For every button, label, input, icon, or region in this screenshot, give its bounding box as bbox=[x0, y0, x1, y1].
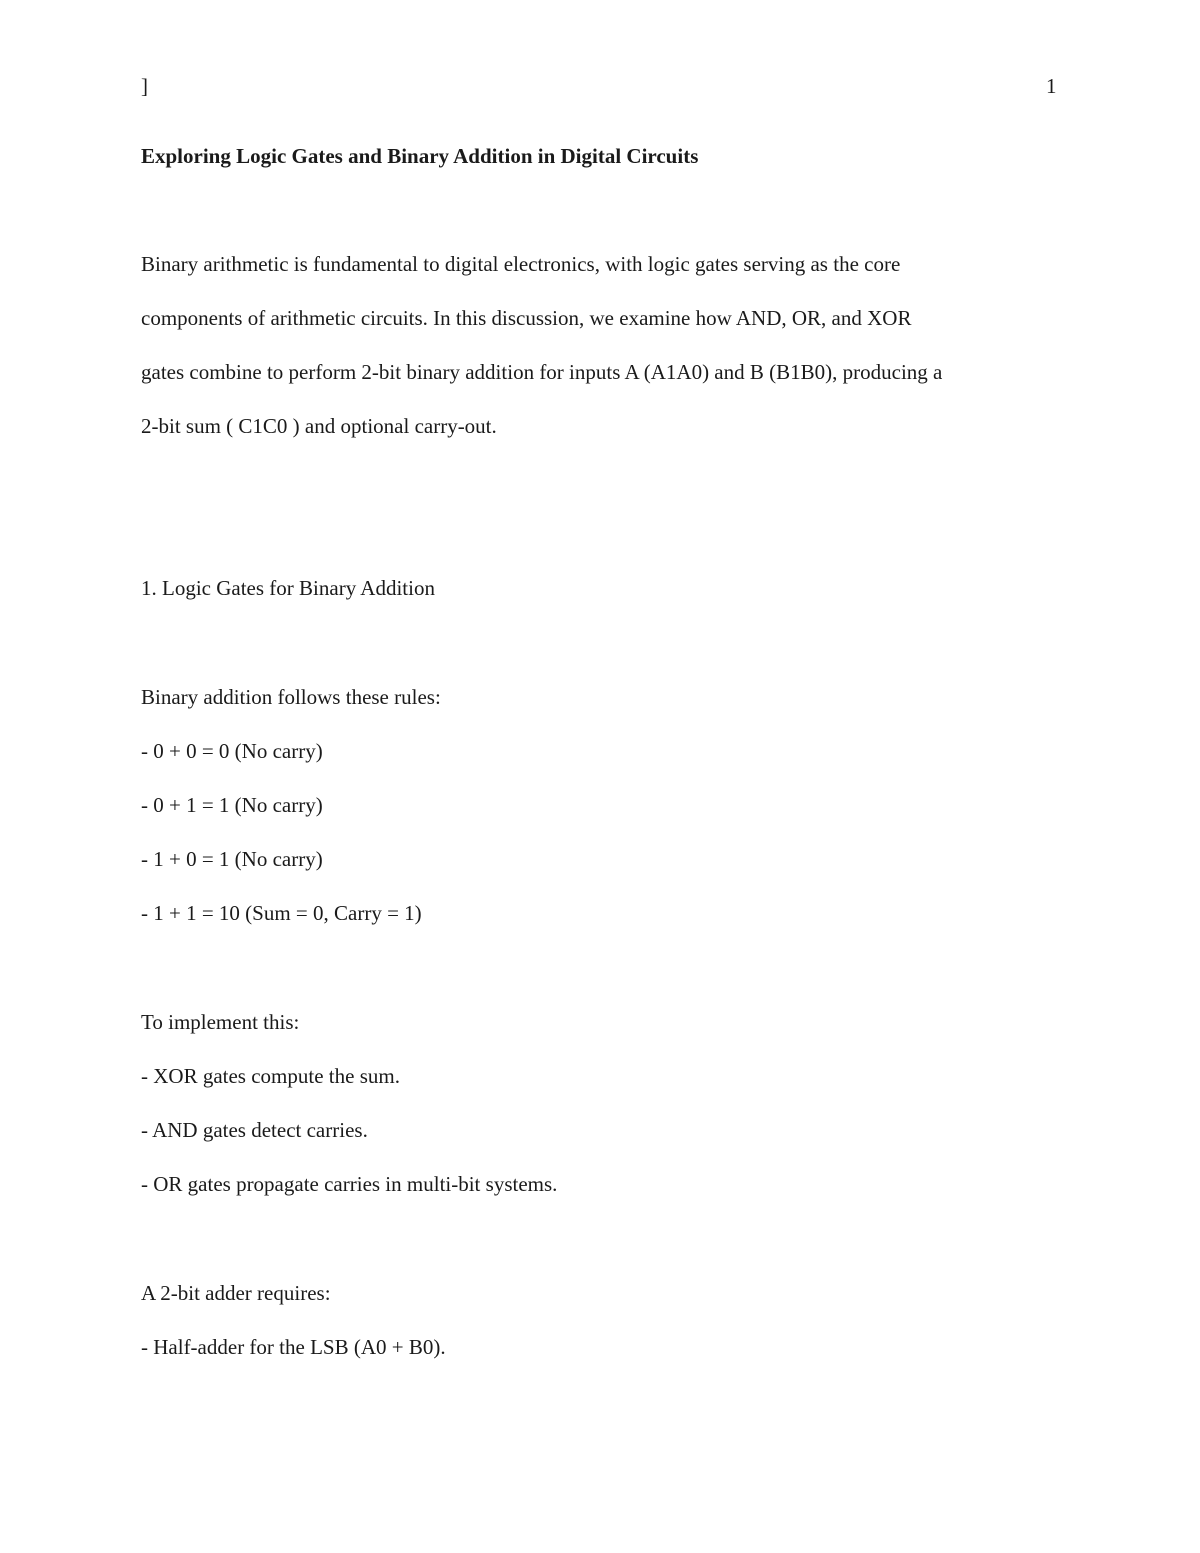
page-number: 1 bbox=[1046, 74, 1057, 98]
section-heading: 1. Logic Gates for Binary Addition bbox=[141, 576, 435, 600]
implement-intro: To implement this: bbox=[141, 1010, 300, 1034]
header-mark: ] bbox=[141, 74, 148, 98]
intro-line: Binary arithmetic is fundamental to digital electronics, with logic gates serving as the core bbox=[141, 252, 901, 276]
rule-item: - 1 + 1 = 10 (Sum = 0, Carry = 1) bbox=[141, 901, 422, 925]
rules-intro: Binary addition follows these rules: bbox=[141, 685, 441, 709]
intro-line: gates combine to perform 2-bit binary addition for inputs A (A1A0) and B (B1B0), producing a bbox=[141, 360, 943, 384]
rule-item: - 0 + 1 = 1 (No carry) bbox=[141, 793, 323, 817]
intro-line: components of arithmetic circuits. In this discussion, we examine how AND, OR, and XOR bbox=[141, 306, 912, 330]
implement-item: - AND gates detect carries. bbox=[141, 1118, 368, 1142]
rule-item: - 1 + 0 = 1 (No carry) bbox=[141, 847, 323, 871]
rule-item: - 0 + 0 = 0 (No carry) bbox=[141, 739, 323, 763]
adder-intro: A 2-bit adder requires: bbox=[141, 1281, 331, 1305]
adder-item: - Half-adder for the LSB (A0 + B0). bbox=[141, 1335, 446, 1359]
intro-line: 2-bit sum ( C1C0 ) and optional carry-out. bbox=[141, 414, 497, 438]
implement-item: - OR gates propagate carries in multi-bit systems. bbox=[141, 1172, 558, 1196]
implement-item: - XOR gates compute the sum. bbox=[141, 1064, 400, 1088]
document-title: Exploring Logic Gates and Binary Addition in Digital Circuits bbox=[141, 144, 699, 168]
